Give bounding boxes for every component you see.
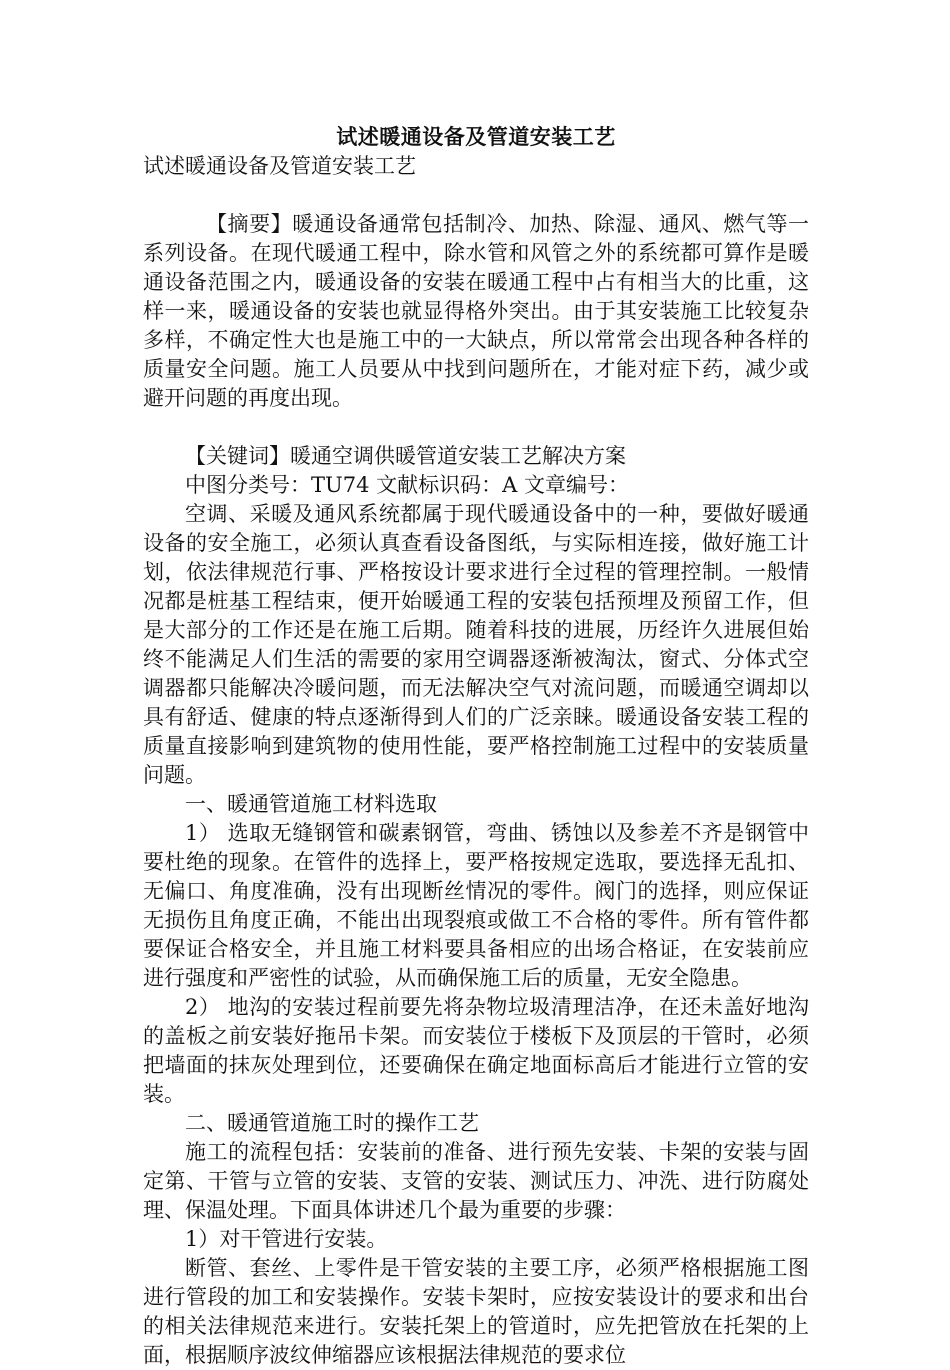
document-title: 试述暖通设备及管道安装工艺 [336,124,616,149]
section1-item1-paragraph: 1） 选取无缝钢管和碳素钢管，弯曲、锈蚀以及参差不齐是钢管中要杜绝的现象。在管件的选择上，要严格按规定选取，要选择无乱扣、无偏口、角度准确，没有出现断丝情况的零件。阀门的选择，则应保证无损伤且角度正确，不能出出现裂痕或做工不合格的零件。所有管件都要保证合格安全，并且施工材料要具备相应的出场合格证，在安装前应进行强度和严密性的试验，从而确保施工后的质量，无安全隐患。 [143,821,809,990]
document-body [143,122,809,1370]
document-subtitle: 试述暖通设备及管道安装工艺 [143,154,416,178]
keywords-line: 【关键词】暖通空调供暖管道安装工艺解决方案 [185,444,626,468]
intro-paragraph: 空调、采暖及通风系统都属于现代暖通设备中的一种，要做好暖通设备的安全施工，必须认真查看设备图纸，与实际相连接，做好施工计划，依法律规范行事、严格按设计要求进行全过程的管理控制。一般情况都是桩基工程结束，便开始暖通工程的安装包括预埋及预留工作，但是大部分的工作还是在施工后期。随着科技的进展，历经许久进展但始终不能满足人们生活的需要的家用空调器逐渐被淘汰，窗式、分体式空调器都只能解决冷暖问题，而无法解决空气对流问题，而暖通空调却以具有舒适、健康的特点逐渐得到人们的广泛亲睐。暖通设备安装工程的质量直接影响到建筑物的使用性能，要严格控制施工过程中的安装质量问题。 [143,502,809,787]
section2-heading: 二、暖通管道施工时的操作工艺 [185,1111,479,1135]
abstract-paragraph: 【摘要】暖通设备通常包括制冷、加热、除湿、通风、燃气等一系列设备。在现代暖通工程中，除水管和风管之外的系统都可算作是暖通设备范围之内，暖通设备的安装在暖通工程中占有相当大的比重，这样一来，暖通设备的安装也就显得格外突出。由于其安装施工比较复杂多样，不确定性大也是施工中的一大缺点，所以常常会出现各种各样的质量安全问题。施工人员要从中找到问题所在，才能对症下药，减少或避开问题的再度出现。 [143,212,809,410]
section1-item2-paragraph: 2） 地沟的安装过程前要先将杂物垃圾清理洁净，在还未盖好地沟的盖板之前安装好拖吊卡架。而安装位于楼板下及顶层的干管时，必须把墙面的抹灰处理到位，还要确保在确定地面标高后才能进行立管的安装。 [143,995,809,1106]
classification-line: 中图分类号：TU74 文献标识码：A 文章编号： [185,473,629,497]
section2-item1-heading: 1）对干管进行安装。 [185,1227,388,1251]
section2-item1-paragraph: 断管、套丝、上零件是干管安装的主要工序，必须严格根据施工图进行管段的加工和安装操作。安装卡架时，应按安装设计的要求和出台的相关法律规范来进行。安装托架上的管道时，应先把管放在托架的上面，根据顺序波纹伸缩器应该根据法律规范的要求位 [143,1256,809,1367]
blank-line [143,413,809,442]
section2-intro-paragraph: 施工的流程包括：安装前的准备、进行预先安装、卡架的安装与固定第、干管与立管的安装、支管的安装、测试压力、冲洗、进行防腐处理、保温处理。下面具体讲述几个最为重要的步骤： [143,1140,809,1222]
section1-heading: 一、暖通管道施工材料选取 [185,792,437,816]
blank-line [143,181,809,210]
